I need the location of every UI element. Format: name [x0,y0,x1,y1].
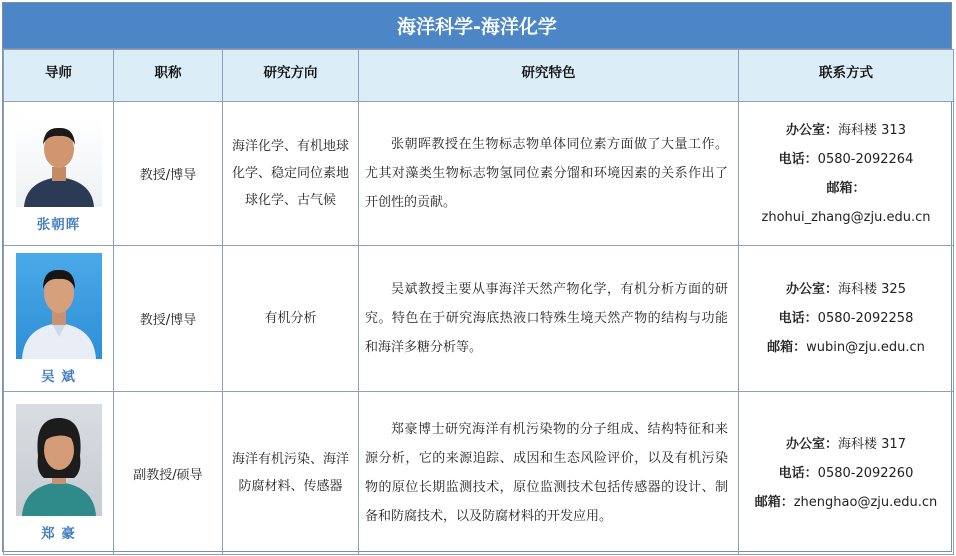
phone-value: 0580-2092264 [817,151,914,167]
advisor-name: 吴 斌 [41,368,76,385]
advisor-name: 张朝晖 [36,216,81,233]
portrait-icon [16,115,102,207]
office-value: 海科楼 325 [838,282,906,297]
features-cell: 张朝晖教授在生物标志物单体同位素方面做了大量工作。尤其对藻类生物标志物氢同位素分馏和环境因素的关系作出了开创性的贡献。 [359,102,739,246]
features-cell: 吴斌教授主要从事海洋天然产物化学，有机分析方面的研究。特色在于研究海底热液口特殊生境天然产物的结构与功能和海洋多糖分析等。 [359,246,739,392]
phone-label: 电话： [778,311,818,326]
faculty-table [3,49,954,555]
phone-value: 0580-2092258 [817,311,914,326]
email-value[interactable]: wubin@zju.edu.cn [806,340,925,355]
office-line [739,116,953,145]
office-line [739,275,953,304]
table-row [4,102,954,246]
features-cell: 郑豪博士研究海洋有机污染物的分子组成、结构特征和来源分析，它的来源追踪、成因和生态风险评价，以及有机污染物的原位长期监测技术，原位监测技术包括传感器的设计、制备和防腐技术，以及防腐材料的开发应用。 [359,392,739,555]
contact-cell [739,246,954,392]
email-label: 邮箱： [826,180,866,196]
header-direction: 研究方向 [223,50,359,102]
phone-line [739,304,953,333]
header-features: 研究特色 [359,50,739,102]
office-value: 海科楼 313 [838,122,906,138]
email-value[interactable]: zhenghao@zju.edu.cn [793,494,938,510]
avatar [16,404,102,516]
direction-cell: 海洋化学、有机地球化学、稳定同位素地球化学、古气候 [223,102,359,246]
advisor-cell [4,102,114,246]
header-row [4,50,954,102]
office-value: 海科楼 317 [838,436,906,452]
email-line [739,488,953,517]
email-label-line [739,174,953,203]
portrait-icon [16,253,102,359]
portrait-icon [16,404,102,516]
advisor-name: 郑 豪 [41,526,76,542]
email-line [739,333,953,362]
header-rank: 职称 [114,50,223,102]
direction-cell: 有机分析 [223,246,359,392]
phone-line [739,459,953,488]
table-title: 海洋科学-海洋化学 [3,3,951,49]
office-label: 办公室： [786,282,839,297]
contact-cell [739,102,954,246]
faculty-table-container [2,2,952,552]
header-contact: 联系方式 [739,50,954,102]
advisor-cell [4,246,114,392]
direction-cell: 海洋有机污染、海洋防腐材料、传感器 [223,392,359,555]
office-label: 办公室： [786,436,839,452]
table-row [4,392,954,555]
office-line [739,430,953,459]
table-row [4,246,954,392]
contact-cell [739,392,954,555]
email-label: 邮箱： [767,340,807,355]
avatar [16,253,102,359]
avatar [16,115,102,207]
header-advisor: 导师 [4,50,114,102]
rank-cell: 副教授/硕导 [114,392,223,555]
advisor-cell [4,392,114,555]
phone-label: 电话： [778,151,818,167]
phone-value: 0580-2092260 [817,465,914,481]
office-label: 办公室： [786,122,839,138]
phone-label: 电话： [778,465,818,481]
rank-cell: 教授/博导 [114,102,223,246]
email-value[interactable]: zhohui_zhang@zju.edu.cn [761,209,931,225]
rank-cell: 教授/博导 [114,246,223,392]
phone-line [739,145,953,174]
email-label: 邮箱： [754,494,794,510]
